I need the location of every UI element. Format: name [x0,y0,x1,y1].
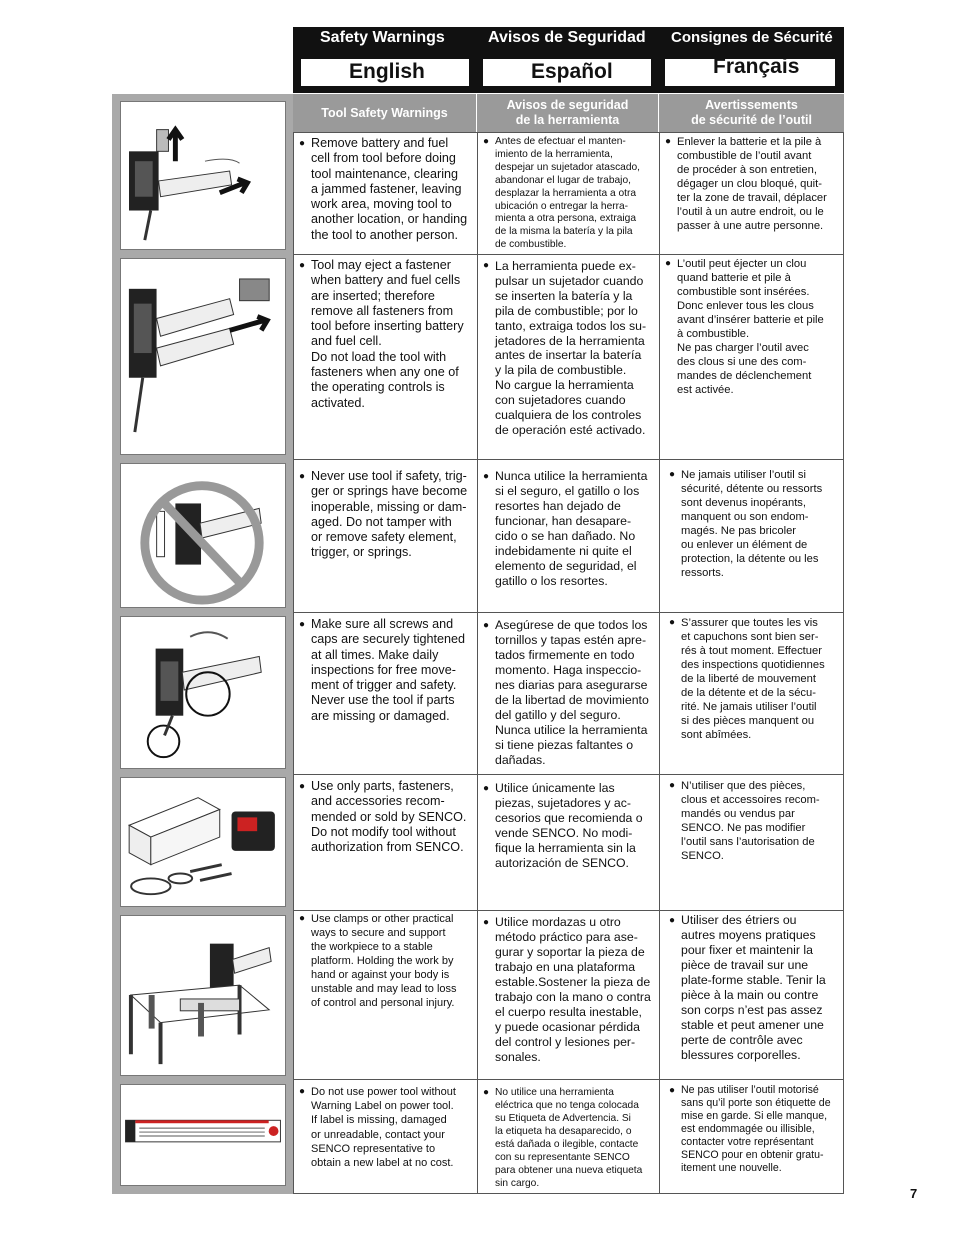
row6-spanish: ● Utilice mordazas u otro método práctico para ase- gurar y soportar la pieza de trabajo en una plataforma estable.Sostener la pieza de trabajo con la mano o contra el cuerpo resulta inestable, y puede ocasionar pérdida del control y lesiones per- sonales. [481,915,658,1065]
row7-spanish: ● No utilice una herramienta eléctrica que no tenga colocada su Etiqueta de Advertencia. Si la etiqueta ha desaparecido, o está dañada o ilegible, contacte con su representante SENCO para obtener una nueva etiqueta sin cargo. [481,1086,658,1190]
row3-french: ● Ne jamais utiliser l’outil si sécurité, détente ou ressorts sont devenus inopérants, manquent ou son endom- magés. Ne pas bricoler ou enlever un élément de protection, la détente ou les ressorts. [667,468,843,580]
french-title: Français [665,59,835,86]
warning-label-icon [121,1085,285,1185]
row3-english: ● Never use tool if safety, trig- ger or springs have become inoperable, missing or dam- aged. Do not tamper with or remove safety element, trigger, or springs. [297,469,475,561]
row4-spanish: ● Asegúrese de que todos los tornillos y tapas estén apre- tados firmemente en todo momento. Haga inspeccio- nes diarias para asegurarse de la libertad de movimiento del gatillo y del seguro. Nunca utilice la herramienta si tiene piezas faltantes o dañadas. [481,618,658,768]
row1-spanish: ● Antes de efectuar el manten- imiento de la herramienta, despejar un sujetador atascado, abandonar el lugar de trabajo, desplazar la herramienta a otra ubicación o entregar la herra- mienta a otra persona, extraiga de la misma la batería y la pila de combustible. [481,136,658,252]
row6-illustration [120,915,286,1076]
row-divider [293,774,844,775]
row5-french: ● N’utiliser que des pièces, clous et accessoires recom- mandés ou vendus par SENCO. Ne pas modifier l’outil sans l’autorisation de SENCO. [667,779,843,863]
row6-french: ● Utiliser des étriers ou autres moyens pratiques pour fixer et maintenir la pièce de travail sur une plate-forme stable. Tenir la pièce à la main ou contre son corps n’est pas assez stable et peut amener une perte de contrôle avec blessures corporelles. [667,913,843,1063]
french-subtitle: Consignes de Sécurité [671,29,833,46]
spanish-subtitle: Avisos de Seguridad [488,29,646,46]
row1-illustration [120,101,286,250]
row3-illustration [120,463,286,608]
parts-accessories-icon [121,778,285,906]
row6-english: ● Use clamps or other practical ways to secure and support the workpiece to a stable platform. Holding the work by hand or against your body is unstable and may lead to loss of control and personal injury. [297,912,475,1010]
row2-illustration [120,258,286,455]
nailer-inspect-icon [121,617,285,768]
row2-french: ● L’outil peut éjecter un clou quand batterie et pile à combustible sont insérées. Donc enlever tous les clous avant d’insérer batterie et pile à combustible. Ne pas charger l’outil avec des clous si une des com- mandes de déclenchement est activée. [663,257,843,397]
row7-french: ● Ne pas utiliser l’outil motorisé sans qu’il porte son étiquette de mise en garde. Si elle manque, est endommagée ou illisible, contacter votre représentant SENCO pour en obtenir gratu- itement une nouvelle. [667,1084,843,1175]
english-title: English [301,59,469,86]
english-subtitle: Safety Warnings [320,29,445,46]
row5-illustration [120,777,286,907]
row5-english: ● Use only parts, fasteners, and accessories recom- mended or sold by SENCO. Do not modify tool without authorization from SENCO. [297,779,475,855]
row-divider [293,910,844,911]
row-divider [293,612,844,613]
row2-english: ● Tool may eject a fastener when battery and fuel cells are inserted; therefore remove all fasteners from tool before inserting battery and fuel cell. Do not load the tool with fasteners when any one of the operating controls is activated. [297,258,475,411]
clamped-workpiece-icon [121,916,285,1075]
column-heading-french: Avertissements de sécurité de l’outil [659,94,844,132]
row-divider [293,1079,844,1080]
row5-spanish: ● Utilice únicamente las piezas, sujetadores y ac- cesorios que recomienda o vende SENCO. No modi- fique la herramienta sin la autorización de SENCO. [481,781,658,871]
column-heading-english: Tool Safety Warnings [293,94,477,132]
row2-spanish: ● La herramienta puede ex- pulsar un sujetador cuando se inserten la batería y la pila de combustible; por lo tanto, extraiga todos los su- jetadores de la herramienta antes de insertar la batería y la pila de combustible. No cargue la herramienta con sujetadores cuando cualquiera de los controles de operación esté activado. [481,259,658,438]
row-divider [293,459,844,460]
nailer-remove-battery-icon [121,102,285,249]
row4-french: ● S’assurer que toutes les vis et capuchons sont bien ser- rés à tout moment. Effectuer des inspections quotidiennes de la liberté de mouvement de la détente et de la sécu- rité. Ne jamais utiliser l’outil si des pièces manquent ou sont abîmées. [667,616,843,742]
row1-english: ● Remove battery and fuel cell from tool before doing tool maintenance, clearing a jammed fastener, leaving work area, moving tool to another location, or handing the tool to another person. [297,136,475,243]
language-header [293,27,844,93]
row4-english: ● Make sure all screws and caps are securely tightened at all times. Make daily inspections for free move- ment of trigger and safety. Never use the tool if parts are missing or damaged. [297,617,475,724]
row3-spanish: ● Nunca utilice la herramienta si el seguro, el gatillo o los resortes han dejado de funcionar, han desapare- cido o se han dañado. No indebidamente ni quite el elemento de seguridad, el gatillo o los resortes. [481,469,658,589]
row1-french: ● Enlever la batterie et la pile à combustible de l’outil avant de procéder à son entretien, dégager un clou bloqué, quit- ter la zone de travail, déplacer l’outil à un autre endroit, ou le passer à une autre personne. [663,135,843,233]
column-divider [659,132,660,1194]
spanish-title: Español [483,59,651,86]
row-divider [293,254,844,255]
column-divider [477,132,478,1194]
column-heading-spanish: Avisos de seguridad de la herramienta [477,94,659,132]
row7-illustration [120,1084,286,1186]
page-number: 7 [910,1186,918,1201]
row4-illustration [120,616,286,769]
nailer-insert-fasteners-icon [121,259,285,454]
row7-english: ● Do not use power tool without Warning Label on power tool. If label is missing, damaged or unreadable, contact your SENCO representative to obtain a new label at no cost. [297,1085,475,1170]
no-tampering-icon [121,464,285,607]
